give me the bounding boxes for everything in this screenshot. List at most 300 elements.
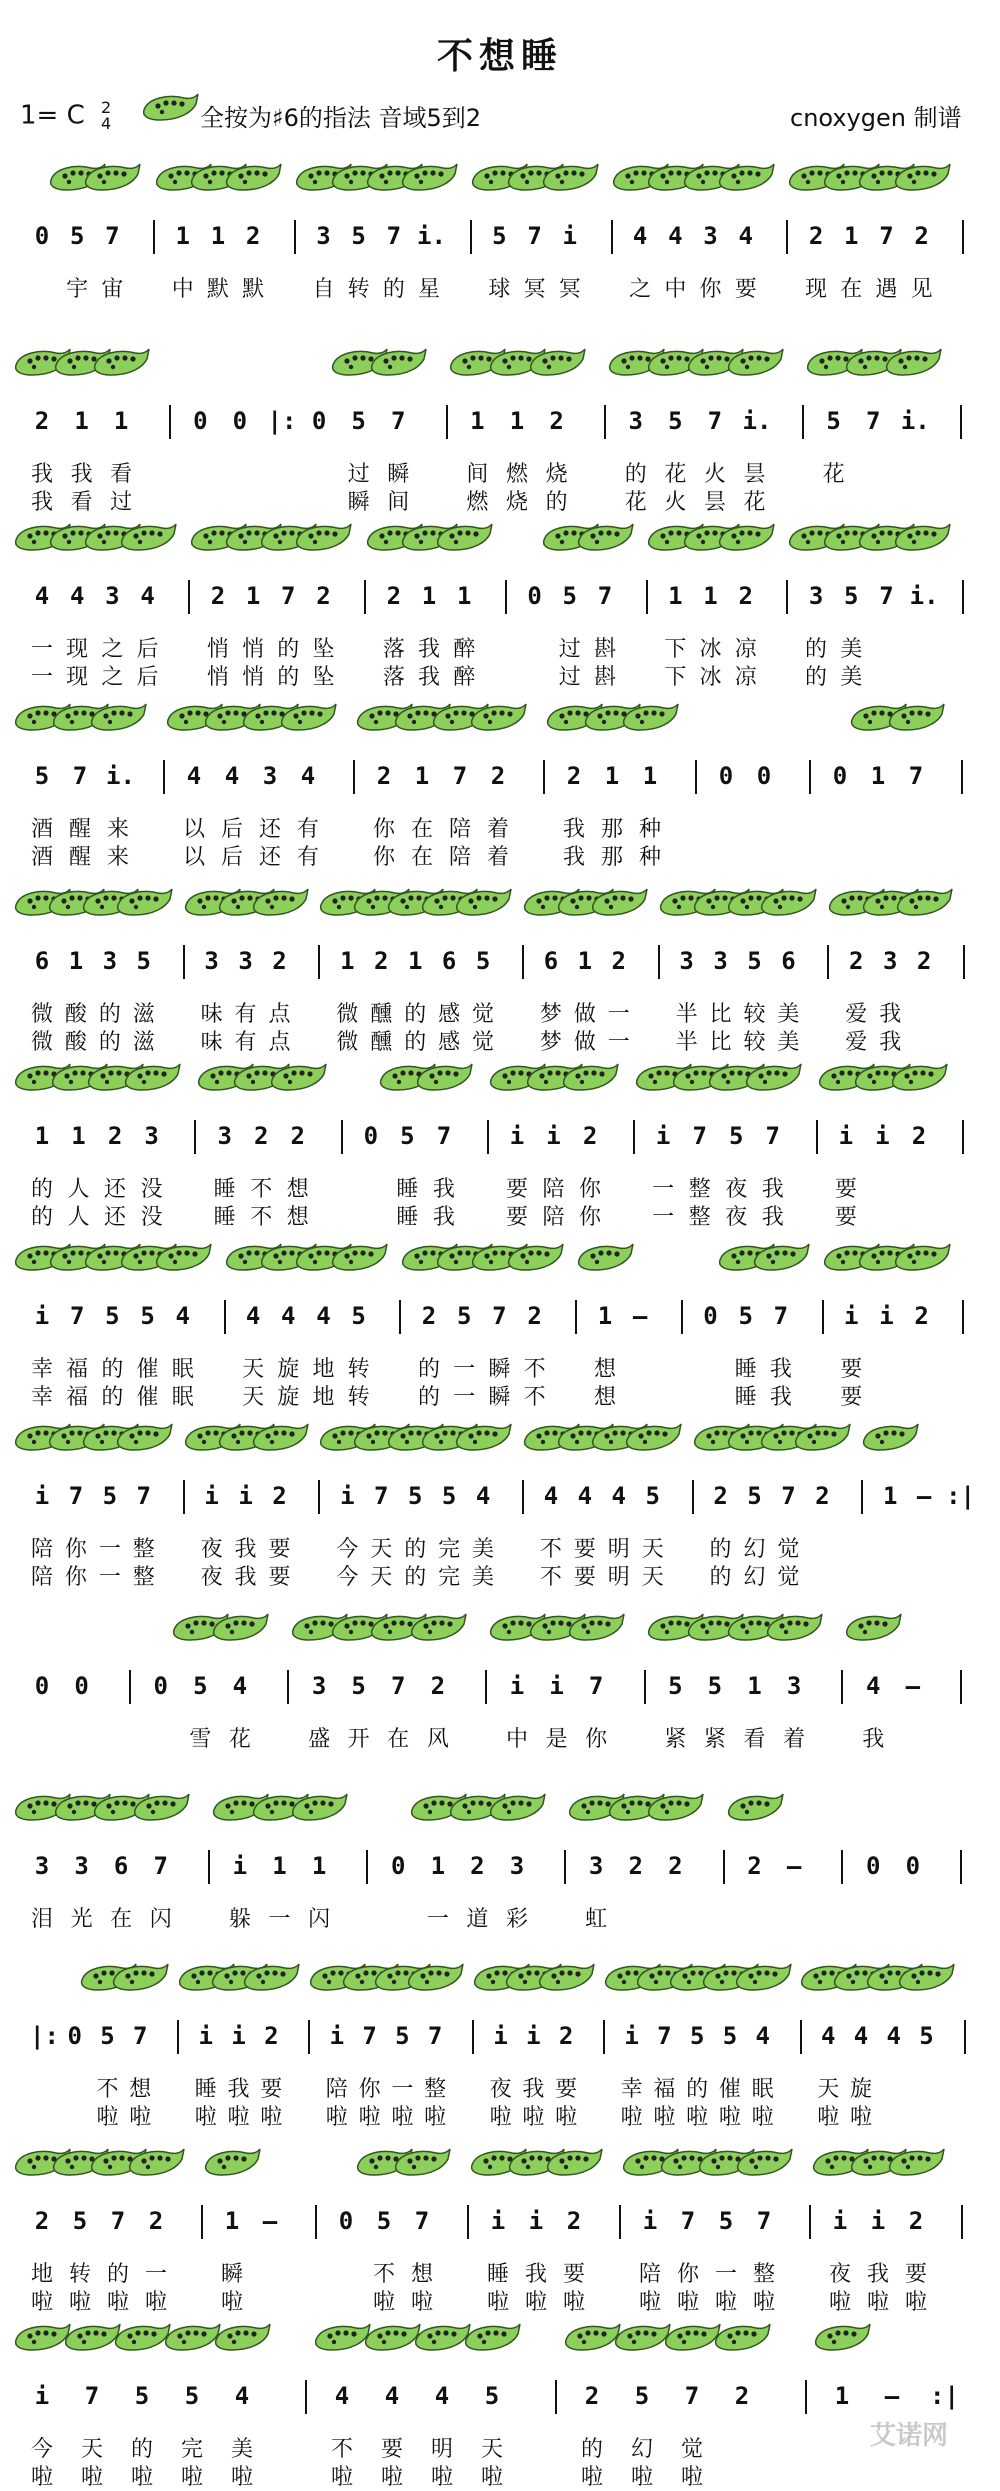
note: 7: [386, 222, 402, 250]
note: 2: [734, 2382, 750, 2410]
lyric-syllable: 梦: [539, 1030, 562, 1055]
note: i: [493, 2022, 508, 2050]
lyric-syllable: 冥: [523, 277, 546, 302]
bar-line: [364, 580, 366, 614]
note: 4: [334, 2382, 350, 2410]
lyric-syllable: 道: [466, 1907, 489, 1932]
lyric-syllable: 天: [370, 1565, 393, 1590]
note: 5: [351, 222, 366, 250]
note: 7: [391, 1672, 406, 1700]
lyric-syllable: 种: [638, 845, 661, 870]
bar-line: [153, 220, 155, 254]
lyric-syllable: 滋: [132, 1030, 155, 1055]
note: 2: [386, 582, 402, 610]
note: 5: [747, 1482, 762, 1510]
note: 2: [374, 947, 389, 975]
lyric-syllable: 感: [438, 1002, 461, 1027]
note: 1: [834, 2382, 850, 2410]
bar-line: [522, 1480, 524, 1514]
lyric-syllable: 微: [336, 1002, 359, 1027]
note: 5: [919, 2022, 934, 2050]
note: 3: [628, 407, 643, 435]
note: 7: [69, 1302, 85, 1330]
ocarina-fingering-icon: [82, 160, 142, 194]
bar-line: [961, 760, 963, 794]
note: i: [34, 2382, 50, 2410]
note: 0: [703, 1302, 718, 1330]
note: 7: [105, 222, 120, 250]
lyric-syllable: 瞬: [488, 1385, 511, 1410]
bar-line: [183, 945, 185, 979]
lyric-syllable: 花: [743, 490, 766, 515]
lyric-syllable: 旋: [849, 2077, 872, 2102]
lyric-syllable: 的: [30, 1177, 53, 1202]
lyric-syllable: 一: [652, 1205, 675, 1230]
note: 2: [264, 2022, 279, 2050]
note: 7: [773, 1302, 789, 1330]
note: 7: [133, 2022, 148, 2050]
note: 7: [391, 407, 406, 435]
lyric-syllable: 中: [171, 277, 194, 302]
lyric-syllable: 悄: [242, 665, 265, 690]
lyric-syllable: 想: [286, 1177, 309, 1202]
lyric-syllable: 盛: [308, 1727, 331, 1752]
note: 5: [689, 2022, 705, 2050]
lyric-syllable: 觉: [680, 2437, 703, 2462]
lyric-syllable: 的: [277, 665, 300, 690]
note: 4: [853, 2022, 869, 2050]
lyric-syllable: 你: [699, 277, 722, 302]
lyric-syllable: 昙: [703, 490, 726, 515]
note: 2: [628, 1852, 643, 1880]
lyric-syllable: 酸: [64, 1002, 87, 1027]
lyric-syllable: 着: [783, 1727, 806, 1752]
note: 4: [543, 1482, 559, 1510]
note: i.: [417, 222, 446, 250]
lyric-syllable: 啦: [430, 2465, 453, 2490]
lyric-syllable: 默: [242, 277, 265, 302]
bar-line: [633, 1120, 635, 1154]
lyric-syllable: 我: [761, 1177, 784, 1202]
lyric-syllable: 我: [562, 845, 585, 870]
ocarina-fingering-icon: [289, 1790, 349, 1824]
lyric-syllable: 啦: [230, 2465, 253, 2490]
lyric-syllable: 酸: [64, 1030, 87, 1055]
lyric-syllable: 半: [675, 1002, 698, 1027]
ocarina-fingering-icon: [712, 2320, 772, 2354]
lyric-syllable: 啦: [480, 2465, 503, 2490]
note: 2: [911, 1122, 927, 1150]
lyric-syllable: 斟: [593, 637, 616, 662]
ocarina-fingering-icon: [392, 2145, 452, 2179]
bar-line: [619, 2205, 621, 2239]
bar-line: [177, 2020, 179, 2054]
lyric-syllable: 要: [840, 1357, 863, 1382]
lyric-syllable: 在: [387, 1727, 410, 1752]
bar-line: [487, 1120, 489, 1154]
note: 2: [245, 222, 261, 250]
lyric-syllable: 要: [268, 1537, 291, 1562]
bar-line: [960, 1850, 962, 1884]
lyric-syllable: 我: [879, 1030, 902, 1055]
bar-line: [543, 760, 545, 794]
note: 1: [224, 2207, 240, 2235]
score-line: [0, 700, 1000, 870]
note: 4: [866, 1672, 881, 1700]
note: 4: [668, 222, 683, 250]
lyric-syllable: 一: [144, 2262, 167, 2287]
bar-line: [129, 1670, 131, 1704]
bar-line: [194, 1120, 196, 1154]
note: 1: [470, 407, 485, 435]
ocarina-fingering-icon: [462, 2320, 522, 2354]
lyric-syllable: 的: [404, 1030, 427, 1055]
note: 3: [144, 1122, 159, 1150]
lyric-syllable: 梦: [539, 1002, 562, 1027]
lyric-syllable: 幻: [743, 1565, 766, 1590]
note: 5: [102, 1482, 118, 1510]
lyric-syllable: 美: [472, 1537, 495, 1562]
lyric-syllable: 一: [714, 2262, 737, 2287]
lyric-syllable: 睡: [194, 2077, 217, 2102]
lyric-syllable: 不: [372, 2262, 395, 2287]
lyric-syllable: 彩: [505, 1907, 528, 1932]
lyric-syllable: 有: [234, 1002, 257, 1027]
lyric-syllable: 完: [180, 2437, 203, 2462]
ocarina-fingering-icon: [716, 160, 776, 194]
note: 0: [905, 1852, 921, 1880]
lyric-syllable: 过: [110, 490, 133, 515]
note: 1: [421, 582, 437, 610]
time-top: 2: [101, 98, 112, 117]
lyric-syllable: 我: [769, 1357, 792, 1382]
fingering-note: 全按为♯6的指法 音域5到2: [200, 104, 482, 132]
lyric-syllable: 以: [182, 845, 205, 870]
note: 3: [74, 1852, 89, 1880]
lyric-syllable: 啦: [424, 2105, 447, 2130]
note: 3: [679, 947, 694, 975]
ocarina-fingering-icon: [212, 2320, 272, 2354]
note: 7: [908, 762, 924, 790]
lyric-syllable: 天: [370, 1537, 393, 1562]
note: 1: [175, 222, 190, 250]
lyric-syllable: 凉: [734, 665, 757, 690]
lyric-syllable: 啦: [866, 2290, 889, 2315]
lyric-syllable: 啦: [180, 2465, 203, 2490]
note: 7: [492, 1302, 507, 1330]
bar-line: [467, 2205, 469, 2239]
lyric-syllable: 幸: [30, 1385, 53, 1410]
lyric-syllable: 人: [67, 1205, 90, 1230]
ocarina-fingering-icon: [886, 700, 946, 734]
lyric-syllable: 啦: [96, 2105, 119, 2130]
lyric-syllable: 落: [382, 637, 405, 662]
lyric-syllable: 要: [573, 1565, 596, 1590]
lyric-syllable: 啦: [653, 2105, 676, 2130]
lyric-syllable: 我: [862, 1727, 885, 1752]
bar-line: [575, 1300, 577, 1334]
note: 1: [703, 582, 718, 610]
lyric-syllable: 你: [64, 1537, 87, 1562]
ocarina-fingering-icon: [399, 160, 459, 194]
lyric-syllable: 天: [80, 2437, 103, 2462]
note: 5: [826, 407, 841, 435]
ocarina-fingering-icon: [329, 1240, 389, 1274]
note: 2: [148, 2207, 164, 2235]
bar-line: [208, 1850, 210, 1884]
note: 6: [543, 947, 559, 975]
note: 2: [316, 582, 331, 610]
lyric-syllable: 啦: [686, 2105, 709, 2130]
note: 3: [238, 947, 253, 975]
key-signature: [20, 100, 111, 132]
lyric-syllable: 花: [624, 490, 647, 515]
repeat-sign: :|: [946, 1482, 975, 1510]
note: 7: [756, 2207, 772, 2235]
bar-line: [611, 220, 613, 254]
lyric-syllable: 有: [234, 1030, 257, 1055]
note: 7: [68, 1482, 84, 1510]
lyric-syllable: 的: [709, 1537, 732, 1562]
note: 4: [186, 762, 202, 790]
score-line: [0, 160, 1000, 330]
ocarina-fingering-icon: [725, 1790, 785, 1824]
lyric-syllable: 还: [104, 1177, 127, 1202]
lyric-syllable: 整: [688, 1205, 711, 1230]
ocarina-fingering-icon: [623, 1420, 683, 1454]
note: 3: [34, 1852, 50, 1880]
lyric-syllable: 整: [132, 1537, 155, 1562]
lyric-syllable: 你: [579, 1205, 602, 1230]
lyric-syllable: 整: [752, 2262, 775, 2287]
lyric-syllable: 一: [426, 1907, 449, 1932]
note: 7: [866, 407, 881, 435]
note: i: [838, 1122, 854, 1150]
lyric-syllable: 我: [234, 1565, 257, 1590]
note: 3: [713, 947, 728, 975]
lyric-syllable: 一: [607, 1030, 630, 1055]
note: 4: [281, 1302, 296, 1330]
lyric-syllable: 之: [101, 637, 124, 662]
ocarina-fingering-icon: [536, 1960, 596, 1994]
ocarina-fingering-icon: [527, 345, 587, 379]
lyric-syllable: 睡: [734, 1357, 757, 1382]
lyric-syllable: 啦: [380, 2465, 403, 2490]
bar-line: [960, 1670, 962, 1704]
bar-line: [341, 1120, 343, 1154]
lyric-syllable: 陪: [542, 1177, 565, 1202]
ocarina-fingering-icon: [408, 1610, 468, 1644]
key-label: 1= C: [20, 100, 85, 131]
lyric-syllable: 我: [234, 1537, 257, 1562]
note: 1: [74, 407, 89, 435]
note: 4: [475, 1482, 491, 1510]
note: 2: [747, 1852, 762, 1880]
lyric-syllable: 还: [104, 1205, 127, 1230]
lyric-syllable: 你: [579, 1177, 602, 1202]
note: 3: [882, 947, 898, 975]
note: 4: [886, 2022, 901, 2050]
note: 2: [611, 947, 626, 975]
lyric-syllable: 见: [910, 277, 933, 302]
note: 4: [755, 2022, 770, 2050]
repeat-sign: :|: [930, 2382, 959, 2410]
note: 1: [272, 1852, 287, 1880]
lyric-syllable: 一: [391, 2077, 414, 2102]
note: 5: [351, 1302, 366, 1330]
lyric-syllable: 天: [817, 2077, 840, 2102]
bar-line: [802, 405, 804, 439]
lyric-syllable: 之: [629, 277, 652, 302]
lyric-syllable: 悄: [242, 637, 265, 662]
note: 6: [34, 947, 50, 975]
note: 1: [245, 582, 261, 610]
note: 5: [72, 2207, 88, 2235]
ocarina-fingering-icon: [892, 520, 952, 554]
lyric-syllable: 想: [593, 1357, 616, 1382]
note: 4: [738, 222, 753, 250]
note: i: [624, 2022, 639, 2050]
lyric-syllable: 你: [358, 2077, 381, 2102]
lyric-syllable: 啦: [828, 2290, 851, 2315]
note: 2: [566, 762, 582, 790]
lyric-syllable: 不: [250, 1205, 273, 1230]
lyric-syllable: 中: [664, 277, 687, 302]
lyric-syllable: 我: [70, 462, 93, 487]
lyric-syllable: 我: [227, 2077, 250, 2102]
note: 0: [718, 762, 734, 790]
lyric-syllable: 陪: [325, 2077, 348, 2102]
note: i: [231, 2022, 246, 2050]
lyric-syllable: 今: [30, 2437, 53, 2462]
note: 4: [245, 1302, 261, 1330]
note: 2: [738, 582, 753, 610]
lyric-syllable: 的: [404, 1565, 427, 1590]
lyric-syllable: 啦: [714, 2290, 737, 2315]
ocarina-fingering-icon: [114, 885, 174, 919]
note: 1: [407, 947, 423, 975]
note: –: [905, 1672, 921, 1700]
lyric-syllable: 后: [220, 817, 243, 842]
lyric-syllable: 味: [200, 1030, 223, 1055]
bar-line: [963, 945, 965, 979]
lyric-syllable: 看: [70, 490, 93, 515]
lyric-syllable: 啦: [68, 2290, 91, 2315]
note: 2: [376, 762, 392, 790]
note: 1: [509, 407, 525, 435]
lyric-syllable: 啦: [80, 2465, 103, 2490]
lyric-syllable: 你: [676, 2262, 699, 2287]
note: i: [509, 1122, 525, 1150]
ocarina-fingering-icon: [453, 885, 513, 919]
lyric-syllable: 幸: [30, 1357, 53, 1382]
note: 7: [427, 2022, 443, 2050]
bar-line: [964, 2020, 966, 2054]
ocarina-fingering-icon: [540, 160, 600, 194]
lyric-syllable: 要: [573, 1537, 596, 1562]
bar-line: [201, 2205, 203, 2239]
note: 0: [756, 762, 772, 790]
lyric-syllable: 悄: [206, 637, 229, 662]
lyric-syllable: 陪: [448, 845, 471, 870]
lyric-syllable: 美: [840, 665, 863, 690]
note: 1: [430, 1852, 446, 1880]
lyric-syllable: 啦: [358, 2105, 381, 2130]
bar-line: [962, 220, 964, 254]
note: 5: [722, 2022, 738, 2050]
lyric-syllable: 的: [101, 1385, 124, 1410]
note: 0: [866, 1852, 881, 1880]
lyric-syllable: 后: [136, 637, 159, 662]
ocarina-fingering-icon: [250, 1420, 310, 1454]
ocarina-fingering-icon: [140, 90, 200, 124]
lyric-syllable: 醉: [453, 665, 476, 690]
note: 2: [290, 1122, 305, 1150]
note: 2: [815, 1482, 830, 1510]
lyric-syllable: 眠: [751, 2077, 774, 2102]
lyric-syllable: 我: [769, 1385, 792, 1410]
ocarina-fingering-icon: [764, 1610, 824, 1644]
note: 7: [72, 762, 88, 790]
note: 0: [67, 2022, 82, 2050]
ocarina-fingering-icon: [544, 2145, 604, 2179]
note: 5: [395, 2022, 410, 2050]
lyric-syllable: 不: [250, 1177, 273, 1202]
lyric-syllable: 的: [418, 1357, 441, 1382]
note: 5: [707, 1672, 723, 1700]
lyric-syllable: 啦: [260, 2105, 283, 2130]
note: 3: [703, 222, 718, 250]
lyric-syllable: 燃: [466, 490, 489, 515]
ocarina-fingering-icon: [734, 2145, 794, 2179]
lyric-syllable: 有: [296, 817, 319, 842]
note: 5: [844, 582, 859, 610]
lyric-syllable: 种: [638, 817, 661, 842]
note: 7: [692, 1122, 707, 1150]
page-title: 不想睡: [436, 36, 563, 77]
note: 0: [34, 1672, 50, 1700]
bar-line: [962, 1120, 964, 1154]
note: 2: [527, 1302, 542, 1330]
lyric-syllable: 睡: [396, 1205, 419, 1230]
lyric-syllable: 睡: [213, 1205, 236, 1230]
note: 6: [781, 947, 796, 975]
lyric-syllable: 转: [347, 277, 370, 302]
bar-line: [555, 2380, 557, 2414]
lyric-syllable: 我: [761, 1205, 784, 1230]
ocarina-fingering-icon: [210, 1610, 270, 1644]
lyric-syllable: 不: [523, 1357, 546, 1382]
lyric-syllable: 觉: [777, 1537, 800, 1562]
ocarina-fingering-icon: [860, 1420, 920, 1454]
bar-line: [809, 760, 811, 794]
lyric-syllable: 幸: [620, 2077, 643, 2102]
lyric-syllable: 火: [664, 490, 687, 515]
lyric-syllable: 坠: [312, 637, 335, 662]
time-bottom: 4: [101, 114, 112, 133]
lyric-syllable: 美: [777, 1030, 800, 1055]
note: 1: [71, 1122, 86, 1150]
note: 5: [441, 1482, 457, 1510]
note: 1: [68, 947, 84, 975]
lyric-syllable: 光: [70, 1907, 93, 1932]
note: 2: [430, 1672, 446, 1700]
note: 3: [262, 762, 278, 790]
lyric-syllable: 着: [486, 817, 509, 842]
bar-line: [805, 2380, 807, 2414]
lyric-syllable: 的: [580, 2437, 603, 2462]
lyric-syllable: 要: [505, 1205, 528, 1230]
